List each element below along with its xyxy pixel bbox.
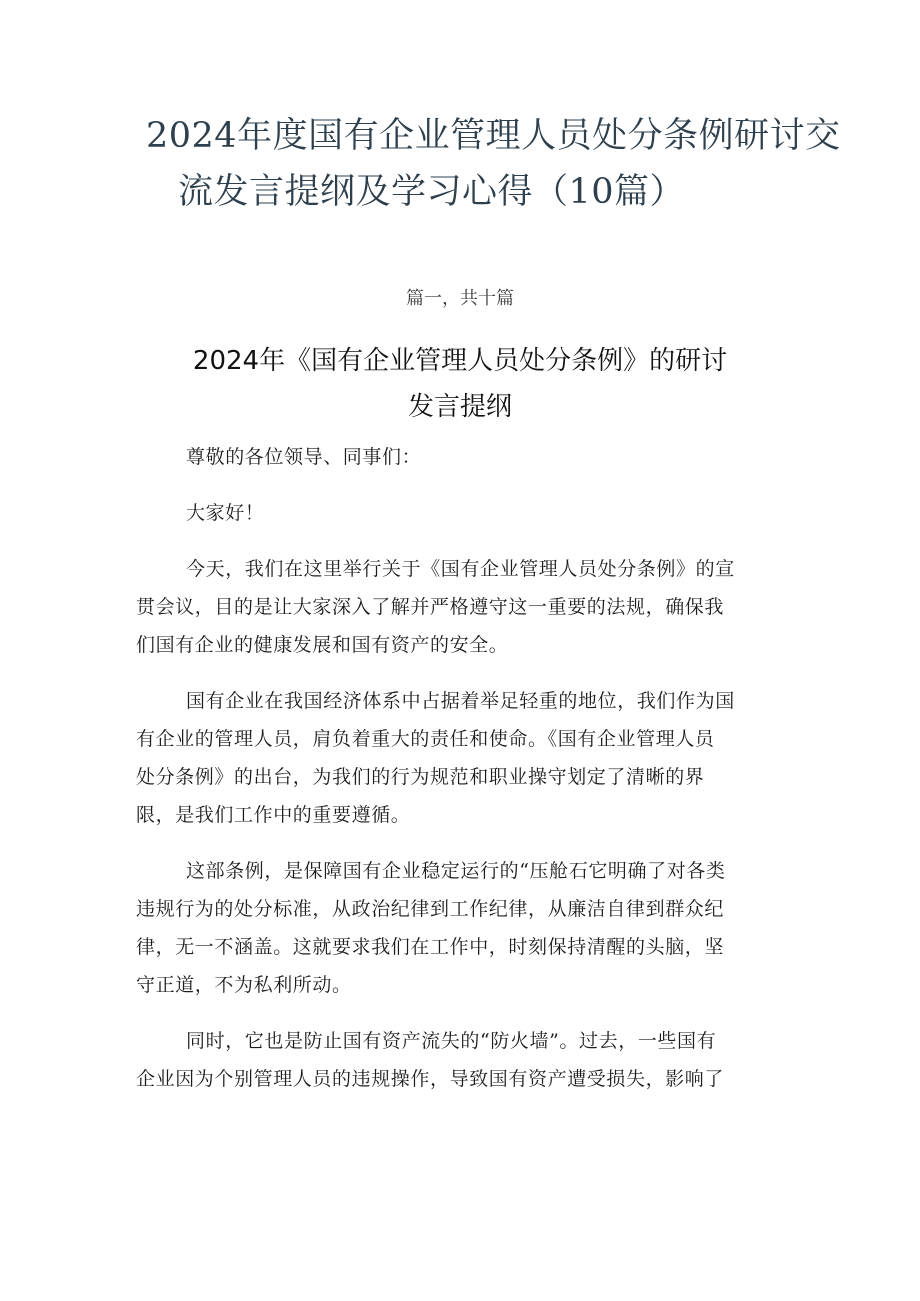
paragraph-line: 处分条例》的出台，为我们的行为规范和职业操守划定了清晰的界 xyxy=(136,766,705,788)
paragraph-line: 有企业的管理人员，肩负着重大的责任和使命。《国有企业管理人员 xyxy=(136,728,715,750)
paragraph xyxy=(136,852,796,1004)
speech-title-line-2: 发言提纲 xyxy=(407,392,512,422)
paragraph-line: 国有企业在我国经济体系中占据着举足轻重的地位，我们作为国 xyxy=(186,690,735,712)
greeting-text: 大家好！ xyxy=(186,502,265,524)
salutation-text: 尊敬的各位领导、同事们： xyxy=(186,446,422,468)
paragraph-line: 们国有企业的健康发展和国有资产的安全。 xyxy=(136,634,509,656)
paragraph-line: 同时，它也是防止国有资产流失的“防火墙”。过去，一些国有 xyxy=(186,1030,717,1052)
speech-title-line-1: 2024年《国有企业管理人员处分条例》的研讨 xyxy=(192,346,728,376)
paragraph xyxy=(136,682,796,834)
greeting xyxy=(136,494,796,532)
paragraph-line: 今天，我们在这里举行关于《国有企业管理人员处分条例》的宣 xyxy=(186,558,735,580)
paragraph-line: 守正道，不为私利所动。 xyxy=(136,974,352,996)
paragraph-line: 这部条例，是保障国有企业稳定运行的“压舱石它明确了对各类 xyxy=(186,860,726,882)
paragraph xyxy=(136,1022,796,1098)
paragraph xyxy=(136,550,796,664)
paragraph-line: 贯会议，目的是让大家深入了解并严格遵守这一重要的法规，确保我 xyxy=(136,596,725,618)
paragraph-line: 企业因为个别管理人员的违规操作，导致国有资产遭受损失，影响了 xyxy=(136,1068,725,1090)
paragraph-line: 律，无一不涵盖。这就要求我们在工作中，时刻保持清醒的头脑，坚 xyxy=(136,936,725,958)
document-title-line-1: 2024年度国有企业管理人员处分条例研讨交 xyxy=(146,116,841,156)
salutation xyxy=(136,438,796,476)
section-label: 篇一，共十篇 xyxy=(406,288,514,309)
speech-title xyxy=(120,338,800,430)
document-title-line-2: 流发言提纲及学习心得（10篇） xyxy=(178,172,686,212)
document-title xyxy=(120,108,841,220)
paragraph-line: 限，是我们工作中的重要遵循。 xyxy=(136,804,411,826)
paragraph-line: 违规行为的处分标准，从政治纪律到工作纪律，从廉洁自律到群众纪 xyxy=(136,898,725,920)
speech-body xyxy=(136,438,796,1098)
